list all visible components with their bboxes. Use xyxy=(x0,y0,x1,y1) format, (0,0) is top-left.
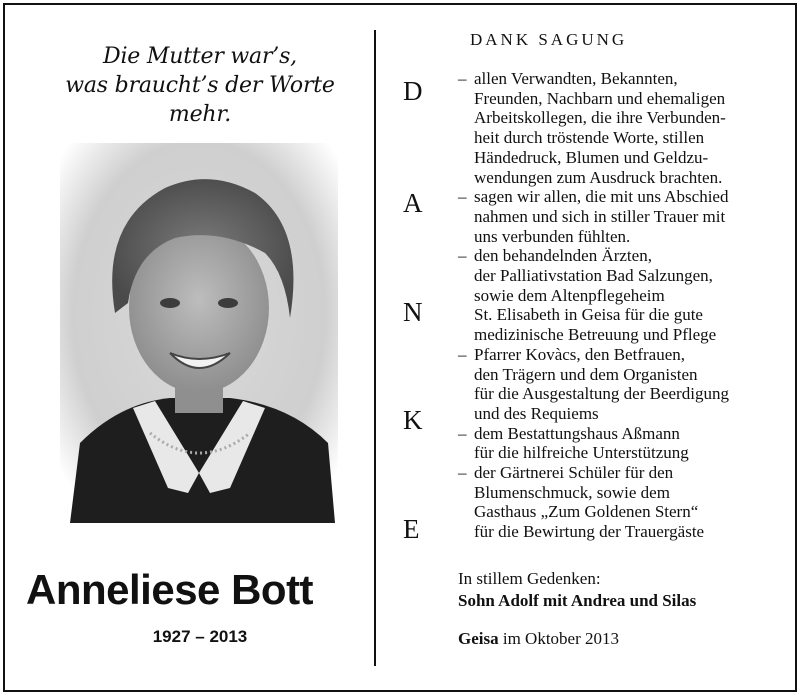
place-name: Geisa xyxy=(458,629,499,648)
thanks-line: nahmen und sich in stiller Trauer mit xyxy=(474,206,726,226)
thanks-line: für die hilfreiche Unterstützung xyxy=(474,443,689,463)
thanks-line: dem Bestattungshaus Aßmann xyxy=(474,423,680,443)
motto-line-2: was braucht’s der Worte mehr. xyxy=(65,73,335,127)
life-years: 1927 – 2013 xyxy=(152,627,248,646)
motto xyxy=(40,42,360,129)
column-divider xyxy=(374,30,376,666)
danke-letter-k: K xyxy=(403,405,423,435)
dash: – xyxy=(458,344,467,364)
dash: – xyxy=(458,423,467,443)
thanks-line: den Trägern und dem Organisten xyxy=(474,364,698,384)
dash: – xyxy=(458,69,467,88)
thanks-line: wendungen zum Ausdruck brachten. xyxy=(474,167,723,187)
thanks-line: der Palliativstation Bad Salzungen, xyxy=(474,266,713,286)
thanks-line: Arbeitskollegen, die ihre Verbunden- xyxy=(474,108,726,128)
date-text: im Oktober 2013 xyxy=(502,629,620,648)
thanks-item-funeral-home xyxy=(458,424,778,463)
thanks-item-florist xyxy=(458,463,778,542)
dash: – xyxy=(458,463,467,483)
thanks-line: Gasthaus „Zum Goldenen Stern“ xyxy=(474,502,699,522)
thanks-line: uns verbunden fühlten. xyxy=(474,226,631,246)
thanks-line: medizinische Betreuung und Pflege xyxy=(474,325,717,345)
danke-letter-a: A xyxy=(403,188,423,218)
thanks-heading: DANK SAGUNG xyxy=(470,30,628,49)
thanks-list xyxy=(458,69,778,542)
deceased-name: Anneliese Bott xyxy=(26,566,314,613)
place-date xyxy=(458,629,619,649)
danke-letter-e: E xyxy=(403,514,420,544)
motto-line-1: Die Mutter war’s, xyxy=(103,44,297,69)
thanks-line: für die Ausgestaltung der Beerdigung xyxy=(474,384,729,404)
danke-letter-d: D xyxy=(403,76,423,106)
thanks-line: Freunden, Nachbarn und ehemaligen xyxy=(474,88,726,108)
thanks-item-clergy xyxy=(458,345,778,424)
portrait-photo xyxy=(60,143,338,523)
thanks-line: Blumenschmuck, sowie dem xyxy=(474,482,670,502)
thanks-line: den behandelnden Ärzten, xyxy=(474,246,652,266)
thanks-line: Händedruck, Blumen und Geldzu- xyxy=(474,147,709,167)
thanks-line: sagen wir allen, die mit uns Abschied xyxy=(474,187,729,207)
dash: – xyxy=(458,187,467,207)
thanks-item-doctors xyxy=(458,246,778,345)
thanks-item-relatives xyxy=(458,69,778,187)
thanks-line: für die Bewirtung der Trauergäste xyxy=(474,522,705,542)
family-signature: Sohn Adolf mit Andrea und Silas xyxy=(458,591,697,610)
thanks-line: Pfarrer Kovàcs, den Betfrauen, xyxy=(474,344,685,364)
thanks-line: der Gärtnerei Schüler für den xyxy=(474,463,674,483)
closing-block xyxy=(458,568,696,612)
thanks-line: heit durch tröstende Worte, stillen xyxy=(474,128,705,148)
closing-intro: In stillem Gedenken: xyxy=(458,569,601,588)
thanks-line: St. Elisabeth in Geisa für die gute xyxy=(474,305,703,325)
thanks-line: allen Verwandten, Bekannten, xyxy=(474,69,678,88)
danke-letter-n: N xyxy=(403,297,423,327)
dash: – xyxy=(458,246,467,266)
thanks-line: und des Requiems xyxy=(474,403,599,423)
thanks-item-mourners xyxy=(458,187,778,246)
thanks-line: sowie dem Altenpflegeheim xyxy=(474,285,665,305)
